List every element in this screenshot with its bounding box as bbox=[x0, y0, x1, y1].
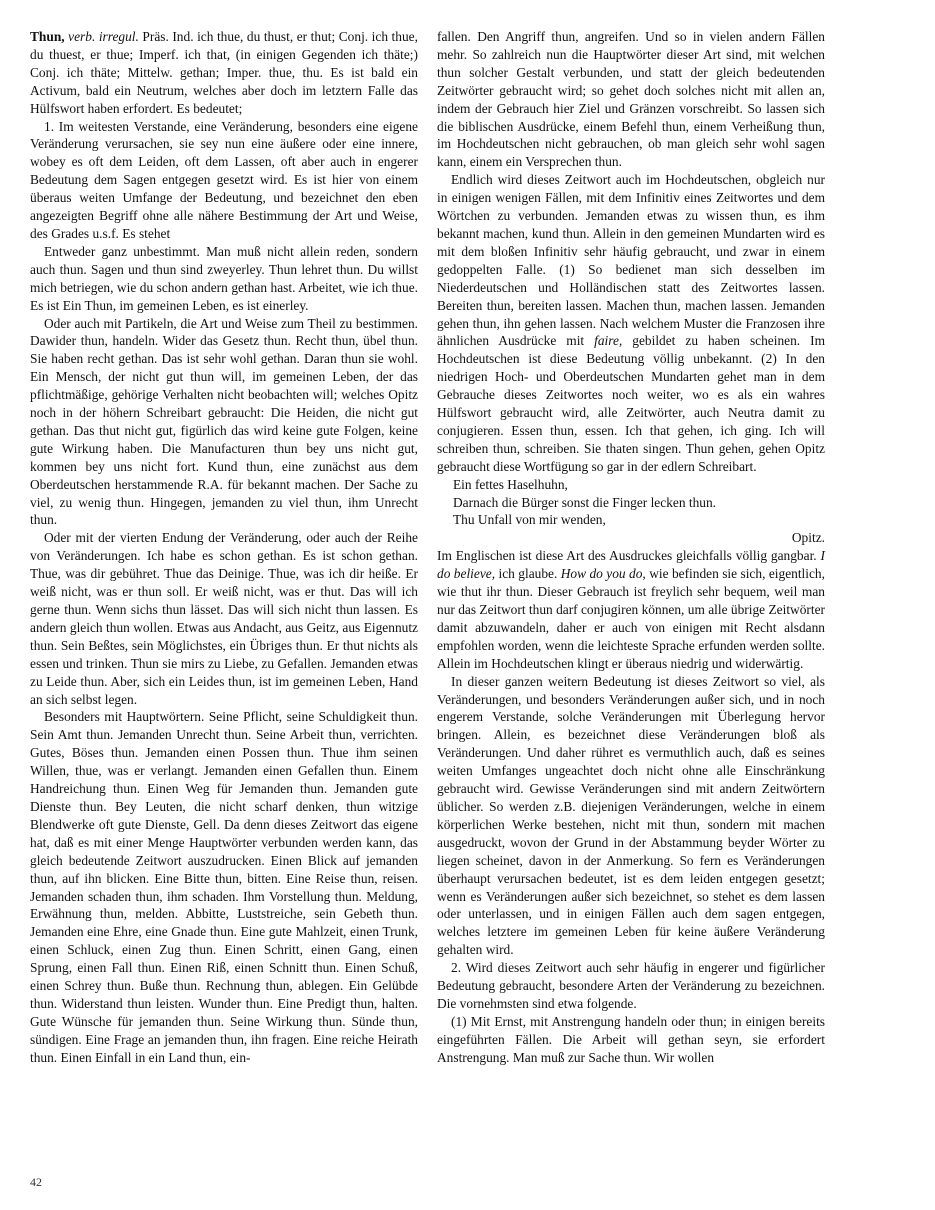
grammar-note: verb. irregul. bbox=[68, 29, 139, 44]
paragraph: In dieser ganzen weitern Bedeutung ist dieses Zeitwort so viel, als Veränderungen, und besonders Veränderungen außer sich, und in noch engerem Verstande, solche Veränderungen mit Überlegung hervor bringen. Allein, es bezeichnet diese Veränderungen bloß als Veränderungen. Und daher rühret es vermuthlich auch, daß es seines weiten Umfanges ungeachtet doch nicht ohne alle Einschränkung gebraucht wird. Gewisse Veränderungen sind mit andern Zeitwörtern üblicher. So werden z.B. diejenigen Veränderungen, welche in einem körperlichen Werke bestehen, nicht mit thun, sondern mit machen ausgedruckt, wovon der Grund in der Abstammung beyder Wörter zu liegen scheinet, davon in der Anmerkung. So fern es Veränderungen überhaupt verursachen bedeutet, ist es dem leiden entgegen gesetzt; wenn es Veränderungen außer sich bezeichnet, so stehet es dem lassen oder unterlassen, und in einigen Fällen auch dem sagen entgegen, welches letztere im gemeinen Leben für keine äußere Veränderung gehalten wird. bbox=[437, 673, 825, 958]
paragraph-text: wie befinden sie sich, eigentlich, wie thut ihr thun. Dieser Gebrauch ist freylich sehr bequem, weil man nur das Zeitwort thun darf conjugiren können, um alle übrige Zeitwörter damit abzuwandeln, daher er auch von einigen mit Recht alsdann empfohlen worden, wenn die leichteste Sprache erfunden werden sollte. Allein im Hochdeutschen klingt er überaus niedrig und widerwärtig. bbox=[437, 566, 825, 671]
page-number: 42 bbox=[30, 1175, 42, 1189]
paragraph: Besonders mit Hauptwörtern. Seine Pflicht, seine Schuldigkeit thun. Sein Amt thun. Jemanden Unrecht thun. Seine Arbeit thun, verrichten. Gutes, Böses thun. Jemanden einen Possen thun. Thue ihm seinen Willen, thue, was er verlangt. Jemanden einen Gefallen thun. Einem Handreichung thun. Einen Weg für Jemanden thun. Jemanden gute Dienste thun. Bey Leuten, die nicht scharf denken, thun witzige Blendwerke oft gute Dienste, Gell. Da denn dieses Zeitwort das eigene hat, daß es mit einer Menge Hauptwörter verbunden werden kann, das gleich bedeutende Zeitwort auszudrucken. Einen Blick auf jemanden thun, auf ihn blicken. Eine Bitte thun, bitten. Eine Reise thun, reisen. Jemanden schaden thun, ihm schaden. Ihm Vorstellung thun. Meldung, Erwähnung thun, melden. Abbitte, Luststreiche, sein Gebeth thun. Jemanden eine Ehre, eine Gnade thun. Eine gute Mahlzeit, einen Trunk, einen Schluck, einen Zug thun. Einen Schritt, einen Gang, einen Sprung, einen Fall thun. Einen Riß, einen Schnitt thun. Einen Schuß, einen Schrey thun. Buße thun. Rechnung thun, ablegen. Ein Gelübde thun. Widerstand thun leisten. Wunder thun. Eine Predigt thun, halten. Gute Wünsche für jemanden thun. Seine Wirkung thun. Sünde thun, sündigen. Eine Frage an jemanden thun, ihn fragen. Eine reiche Heirath thun. Einen Einfall in ein Land thun, ein- bbox=[30, 709, 418, 1065]
verse-line: Ein fettes Haselhuhn, bbox=[453, 476, 568, 492]
verse-line: Darnach die Bürger sonst die Finger lecken thun. bbox=[453, 494, 717, 510]
paragraph-text: ich glaube. bbox=[498, 566, 558, 582]
right-column bbox=[437, 28, 825, 1067]
paragraph bbox=[437, 547, 825, 672]
left-column bbox=[30, 28, 418, 1067]
paragraph-text: Endlich wird dieses Zeitwort auch im Hochdeutschen, obgleich nur in einigen wenigen Fällen, mit dem Infinitiv eines Zeitwortes und dem Wörtchen zu verbunden. Jemanden etwas zu wissen thun, es ihm bekannt machen, kund thun. Allein in den gemeinen Mundarten wird es mit dem bloßen Infinitiv sehr häufig gebraucht, und zwar in einem gedoppelten Falle. (1) So bedienet man sich desselben im Niederdeutschen und Holländischen statt des Zeitwortes lassen. Bereiten thun, bereiten lassen. Machen thun, machen lassen. Jemanden gehen thun, ihn gehen lassen. Nach welchem Muster die Franzosen ihre ähnlichen Ausdrücke mit bbox=[437, 172, 825, 349]
paragraph-text: gebildet zu haben scheinen. Im Hochdeutschen ist diese Bedeutung völlig unbekannt. (2) In den niedrigen Hoch- und Oberdeutschen Mundarten gehet man in dem Gebrauche dieses Zeitwortes noch weiter, wo es als ein wahres Hülfswort gebraucht wird, alle Zeitwörter, auch Neutra damit zu conjugieren. Essen thun, essen. Ich that gehen, ich ging. Ich will schreiben thun, schreiben. Sie thaten singen. Thun gehen, gehen Opitz gebraucht diese Wortfügung so gar in der edlern Schreibart. bbox=[437, 333, 825, 474]
entry-intro-text: Präs. Ind. ich thue, du thust, er thut; Conj. ich thue, du thuest, er thue; Imperf. ich that, (in einigen Gegenden ich thäte;) Conj. ich thäte; Mittelw. gethan; Imper. thue, thu. Es ist bald ein Activum, bald ein Neutrum, welches aber doch im letztern Falle das Hülfswort haben erfordert. Es bedeutet; bbox=[30, 29, 418, 116]
italic-term: faire, bbox=[594, 333, 623, 349]
headword: Thun, bbox=[30, 29, 65, 44]
paragraph: Oder mit der vierten Endung der Veränderung, oder auch der Reihe von Veränderungen. Ich habe es schon gethan. Es ist schon gethan. Thue, was dir gebühret. Thue das Deinige. Thue, was ich dir heiße. Er weiß nicht, was er thun soll. Er weiß nicht, was er thut. Das will ich gerne thun. Wenn sichs thun lässet. Das will sich nicht thun lassen. Es andern gleich thun wollen. Etwas aus Andacht, aus Geitz, aus Eigennutz thun. Sein Beßtes, sein Möglichstes, ein Übriges thun. Er thut nichts als essen und trinken. Thun sie mirs zu Liebe, zu Gefallen. Jemanden etwas zu Leide thun. Aber, sich ein Leides thun, ist im gemeinen Leben, Hand an sich selbst legen. bbox=[30, 530, 418, 707]
entry-intro-paragraph bbox=[30, 28, 418, 118]
paragraph: Oder auch mit Partikeln, die Art und Weise zum Theil zu bestimmen. Dawider thun, handeln. Wider das Gesetz thun. Recht thun, übel thun. Sie haben recht gethan. Das ist sehr wohl gethan. Daran thun sie wohl. Ein Mensch, der nicht gut thun will, im gemeinen Leben, der das pflichtmäßige, gehörige Verhalten nicht beobachten will; welches Opitz noch in der höhern Schreibart gebraucht: Die Heiden, die nicht gut gethan. Das thut nicht gut, figürlich das wird keine gute Folgen, keine gute Wirkung haben. Die Manufacturen thun bey uns nicht gut, kommen bey uns nicht fort. Kund thun, eine zunächst aus dem Oberdeutschen herstammende R.A. für bekannt machen. Der Sache zu viel, zu wenig thun. Hingegen, jemanden zu viel thun, ihm Unrecht thun. bbox=[30, 315, 418, 528]
paragraph: 1. Im weitesten Verstande, eine Veränderung, besonders eine eigene Veränderung verursachen, sie sey nun eine äußere oder eine innere, wobey es oft dem Leiden, oft dem Lassen, oft aber auch in engerer Bedeutung dem Sagen entgegen gesetzt wird. Es ist hier von einem überaus weiten Umfange der Bedeutung, und bezeichnet den eben angezeigten Begriff ohne alle nähere Bestimmung der Art und Weise, des Grades u.s.f. Es stehet bbox=[30, 118, 418, 241]
italic-term: I do believe, bbox=[437, 548, 825, 582]
paragraph: Entweder ganz unbestimmt. Man muß nicht allein reden, sondern auch thun. Sagen und thun sind zweyerley. Thun lehret thun. Du willst mich betriegen, wie du schon andern gethan hast. Arbeitet, wie ich thue. Es ist Ein Thun, im gemeinen Leben, es ist einerley. bbox=[30, 243, 418, 313]
paragraph: (1) Mit Ernst, mit Anstrengung handeln oder thun; in einigen bereits eingeführten Fällen. Die Arbeit will gethan seyn, sie erfordert Anstrengung. Man muß zur Sache thun. Wir wollen bbox=[437, 1013, 825, 1065]
paragraph: 2. Wird dieses Zeitwort auch sehr häufig in engerer und figürlicher Bedeutung gebraucht, besondere Arten der Veränderung zu bezeichnen. Die vornehmsten sind etwa folgende. bbox=[437, 960, 825, 1011]
verse-attribution: Opitz. bbox=[791, 530, 825, 546]
paragraph bbox=[437, 171, 825, 475]
italic-term: How do you do, bbox=[560, 566, 646, 582]
paragraph: fallen. Den Angriff thun, angreifen. Und so in vielen andern Fällen mehr. So zahlreich nun die Hauptwörter dieser Art sind, mit welchen thun solcher Gestalt verbunden, und statt der gleich bedeutenden Zeitwörter gebraucht wird; so gehet doch solches nicht mit allen an, indem der Gebrauch hier Ziel und Gränzen vorschreibt. So lassen sich die biblischen Ausdrücke, einem Befehl thun, einem Verheißung thun, im Hochdeutschen nicht gebrauchen, ob man gleich sehr wohl sagen kann, einem ein Versprechen thun. bbox=[437, 29, 825, 170]
paragraph-text: Im Englischen ist diese Art des Ausdruckes gleichfalls völlig gangbar. bbox=[437, 548, 817, 564]
verse-line: Thu Unfall von mir wenden, bbox=[453, 512, 606, 528]
